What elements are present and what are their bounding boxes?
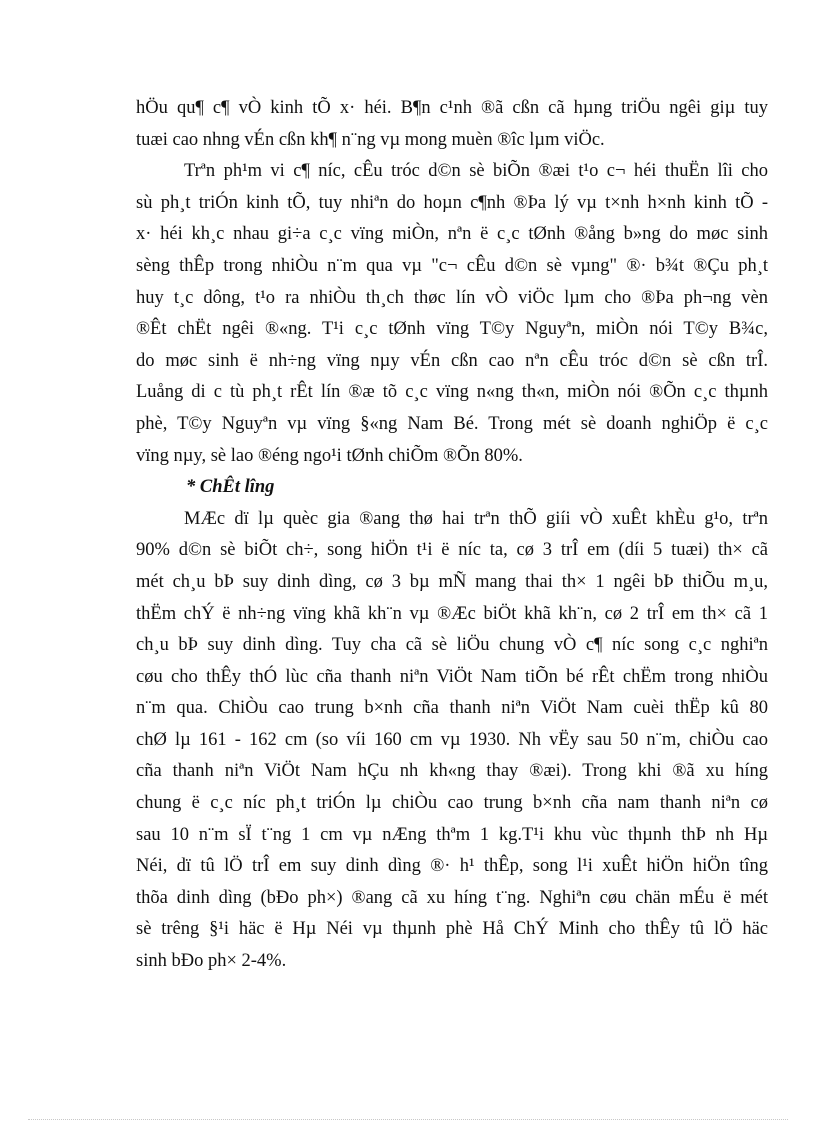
text-line: x· héi kh¸c nhau gi÷a c¸c vïng miÒn, nªn ë c¸c tØnh ®ång b»ng do møc sinh <box>136 224 768 245</box>
text-line: Luång di c tù ph¸t rÊt lín ®æ tõ c¸c vïng n«ng th«n, miÒn nói ®Õn c¸c thµnh <box>136 382 768 403</box>
text-line: cøu cho thÊy thÓ lùc cña thanh niªn ViÖt Nam tiÕn bé rÊt chËm trong nhiÒu <box>136 666 768 687</box>
text-line: phè, T©y Nguyªn vµ vïng §«ng Nam Bé. Trong mét sè doanh nghiÖp ë c¸c <box>136 413 768 434</box>
text-line: hÖu qu¶ c¶ vÒ kinh tÕ x· héi. B¶n c¹nh ®ã cßn cã hµng triÖu ngêi giµ tuy <box>136 98 768 118</box>
section-heading: * ChÊt lîng <box>186 477 275 498</box>
text-line: Néi, dï tû lÖ trÎ em suy dinh dìng ®· h¹ thÊp, song l¹i xuÊt hiÖn hiÖn tîng <box>136 856 768 877</box>
text-line: n¨m qua. ChiÒu cao trung b×nh cña thanh niªn ViÖt Nam cuèi thËp kû 80 <box>136 698 768 719</box>
text-line: chØ lµ 161 - 162 cm (so víi 160 cm vµ 1930. Nh vËy sau 50 n¨m, chiÒu cao <box>136 729 768 750</box>
text-line: sù ph¸t triÓn kinh tÕ, tuy nhiªn do hoµn c¶nh ®Þa lý vµ t×nh h×nh kinh tÕ - <box>136 192 768 213</box>
text-line: Trªn ph¹m vi c¶ níc, cÊu tróc d©n sè biÕn ®æi t¹o c¬ héi thuËn lîi cho <box>184 161 768 182</box>
text-line: ®Êt chËt ngêi ®«ng. T¹i c¸c tØnh vïng T©y Nguyªn, miÒn nói T©y B¾c, <box>136 319 768 340</box>
text-line: vïng nµy, sè lao ®éng ngo¹i tØnh chiÕm ®Õn 80%. <box>136 445 523 466</box>
text-line: cña thanh niªn ViÖt Nam hÇu nh kh«ng thay ®æi). Trong khi ®ã xu híng <box>136 761 768 782</box>
text-line: ch¸u bÞ suy dinh dìng. Tuy cha cã sè liÖu chung vÒ c¶ níc song c¸c nghiªn <box>136 635 768 656</box>
text-line: thõa dinh dìng (bÐo ph×) ®ang cã xu híng t¨ng. Nghiªn cøu chän mÉu ë mét <box>136 887 768 908</box>
text-line: do møc sinh ë nh÷ng vïng nµy vÉn cßn cao nªn cÊu tróc d©n sè cßn trÎ. <box>136 350 768 371</box>
text-line: sinh bÐo ph× 2-4%. <box>136 951 287 972</box>
page-bottom-rule <box>28 1119 788 1120</box>
text-line: mét ch¸u bÞ suy dinh dìng, cø 3 bµ mÑ mang thai th× 1 ngêi bÞ thiÕu m¸u, <box>136 571 768 592</box>
text-line: 90% d©n sè biÕt ch÷, song hiÖn t¹i ë níc ta, cø 3 trÎ em (díi 5 tuæi) th× cã <box>136 540 768 561</box>
text-line: huy t¸c dông, t¹o ra nhiÒu th¸ch thøc lín vÒ viÖc lµm cho ®Þa ph¬ng vèn <box>136 287 768 308</box>
text-line: tuæi cao nhng vÉn cßn kh¶ n¨ng vµ mong muèn ®îc lµm viÖc. <box>136 129 605 150</box>
text-line: chung ë c¸c níc ph¸t triÓn lµ chiÒu cao trung b×nh cña nam thanh niªn cø <box>136 793 768 814</box>
text-line: MÆc dï lµ quèc gia ®ang thø hai trªn thÕ giíi vÒ xuÊt khÈu g¹o, trªn <box>184 508 768 529</box>
text-line: sèng thÊp trong nhiÒu n¨m qua vµ "c¬ cÊu d©n sè vµng" ®· b¾t ®Çu ph¸t <box>136 255 768 276</box>
text-line: sè trêng §¹i häc ë Hµ Néi vµ thµnh phè Hå ChÝ Minh cho thÊy tû lÖ häc <box>136 919 768 940</box>
text-line: sau 10 n¨m sÏ t¨ng 1 cm vµ nÆng thªm 1 kg.T¹i khu vùc thµnh thÞ nh Hµ <box>136 824 768 845</box>
text-line: thËm chÝ ë nh÷ng vïng khã kh¨n vµ ®Æc biÖt khã kh¨n, cø 2 trÎ em th× cã 1 <box>136 603 768 624</box>
document-body <box>136 93 768 978</box>
